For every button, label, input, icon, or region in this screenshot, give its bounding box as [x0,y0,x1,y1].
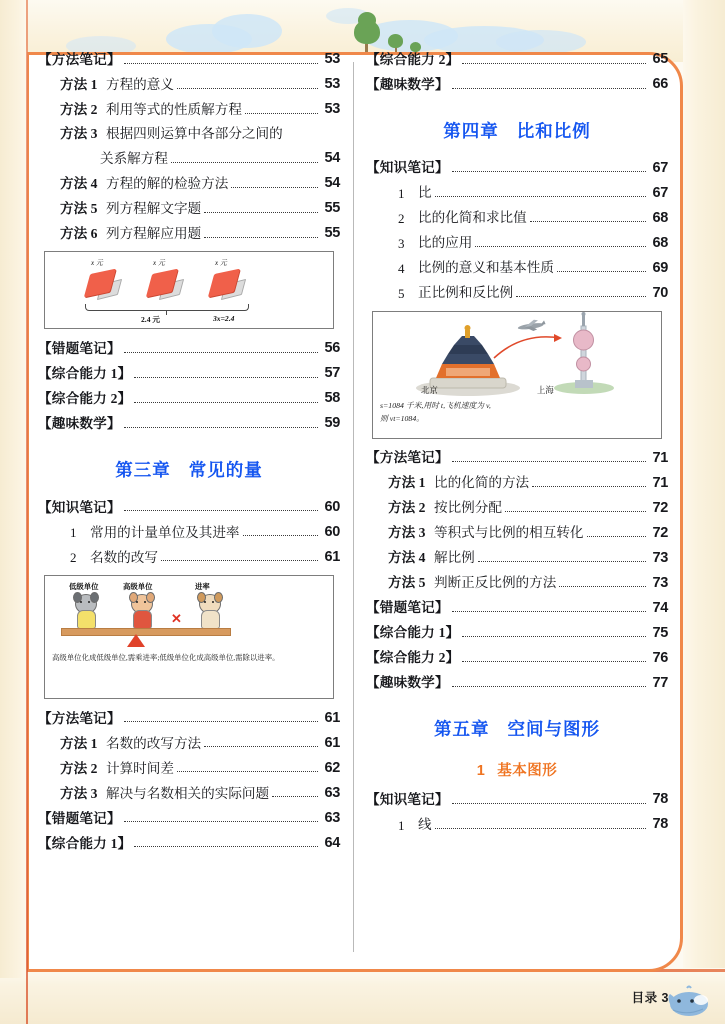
method-marker: 方法 1 [60,735,98,751]
entry-label: 利用等式的性质解方程 [106,101,242,117]
toc-entry[interactable] [366,551,668,566]
entry-label: 【综合能力 2】 [366,650,460,666]
leader-dots [530,220,646,222]
page-number: 55 [324,200,340,217]
toc-entry[interactable] [366,236,668,251]
page-number: 53 [324,101,340,117]
entry-label: 名数的改写方法 [106,735,202,751]
sheet-left-bleed [0,46,27,978]
entry-label: 比的化简的方法 [434,475,530,491]
cities-caption-line2: 则 vt=1084。 [380,413,425,423]
toc-columns [26,52,683,972]
entry-label: 【知识笔记】 [366,791,449,807]
leader-dots [243,534,318,536]
section-heading[interactable] [366,759,668,780]
chapter-number: 第五章 [434,719,490,739]
chapter-heading[interactable] [366,716,668,741]
page-number: 61 [324,709,340,726]
entry-label: 比的化简和求比值 [418,210,527,226]
toc-entry[interactable] [366,576,668,591]
page-number: 73 [652,549,668,566]
brace [85,304,249,311]
column-divider [353,62,354,952]
leader-dots [134,845,318,847]
leader-dots [452,460,646,462]
page-number: 75 [652,624,668,641]
toc-entry[interactable] [366,261,668,276]
toc-entry[interactable] [38,550,340,565]
page-number: 70 [652,284,668,301]
chapter-title: 空间与图形 [507,719,600,739]
leader-dots [452,685,646,687]
method-marker: 方法 1 [60,76,98,92]
city-label-shanghai: 上海 [537,385,554,395]
entry-number: 3 [398,236,405,251]
bottom-decor-band [0,968,725,1024]
page-number: 60 [324,498,340,515]
page-number: 68 [652,234,668,251]
book-label: x 元 [91,259,103,268]
figure-beijing-shanghai-distance [372,311,662,439]
leader-dots [462,635,646,637]
toc-entry[interactable] [366,186,668,201]
entry-label: 列方程解应用题 [106,226,202,241]
section-title: 基本图形 [497,763,558,779]
page-number: 55 [324,225,340,242]
leader-dots [272,795,318,797]
toc-entry[interactable] [366,526,668,541]
leader-dots [435,195,646,197]
leader-dots [124,820,318,822]
toc-entry[interactable] [38,52,340,67]
leader-dots [505,510,646,512]
toc-entry[interactable] [38,77,340,92]
cities-caption-line1: s=1084 千米,用时 t,飞机速度为 v, [380,400,491,410]
toc-entry[interactable] [38,341,340,356]
leader-dots [532,485,646,487]
page-number: 66 [652,76,668,92]
page-number: 67 [652,159,668,176]
brace-tick [166,310,167,315]
page-number: 73 [652,574,668,591]
toc-entry[interactable] [366,286,668,301]
page-number: 72 [652,524,668,541]
toc-entry[interactable] [38,811,340,826]
method-marker: 方法 2 [388,500,426,516]
toc-entry[interactable] [38,416,340,431]
leader-dots [177,87,318,89]
toc-entry[interactable] [366,211,668,226]
leader-dots [231,186,318,188]
seesaw-plank [61,628,231,636]
leader-dots [435,827,646,829]
entry-label: 【综合能力 2】 [38,391,132,406]
leader-dots [177,770,318,772]
entry-label: 关系解方程 [100,151,168,166]
page-number: 63 [324,784,340,801]
entry-number: 2 [70,550,77,566]
toc-entry[interactable] [366,52,668,67]
page-number: 57 [324,365,340,382]
entry-label: 【方法笔记】 [38,710,121,726]
page-number: 76 [652,649,668,666]
method-marker: 方法 2 [60,101,98,117]
chapter-title: 常见的量 [188,459,263,480]
leader-dots [134,401,318,403]
method-marker: 方法 1 [388,475,426,491]
book-icon [209,272,243,298]
figure-books-equation [44,251,334,329]
toc-entry[interactable] [38,201,340,216]
section-number: 1 [476,763,486,779]
toc-column-right [366,52,668,972]
toc-entry[interactable] [366,501,668,516]
entry-number: 1 [398,186,405,201]
toc-entry[interactable] [366,451,668,466]
leader-dots [134,376,318,378]
page-number: 54 [324,175,340,192]
entry-label: 线 [418,816,432,832]
page-number: 78 [652,816,668,832]
leader-dots [587,535,646,537]
leader-dots [516,295,646,297]
leader-dots [124,62,318,64]
leader-dots [475,245,646,247]
toc-entry[interactable] [366,77,668,92]
entry-label: 【综合能力 1】 [366,625,460,641]
leader-dots [557,270,646,272]
page-number: 60 [324,523,340,540]
page-footer: 目录 3 [631,991,669,1005]
leader-dots [124,351,318,353]
entry-label: 【错题笔记】 [38,341,121,356]
page-number: 69 [652,259,668,276]
page-number: 61 [324,734,340,751]
book-icon [85,272,119,298]
page-number: 65 [652,51,668,67]
label-rate: 进率 [195,581,210,591]
toc-entry[interactable] [38,711,340,726]
page-number: 62 [324,759,340,776]
entry-label: 【综合能力 1】 [38,835,132,851]
entry-label: 【综合能力 1】 [38,366,132,381]
method-marker: 方法 4 [60,176,98,191]
page-number: 64 [324,834,340,851]
entry-label: 等积式与比例的相互转化 [434,525,584,541]
seesaw-fulcrum [127,634,145,647]
toc-entry[interactable] [38,761,340,776]
entry-label: 方程的解的检验方法 [106,176,229,191]
page-number: 67 [652,184,668,201]
toc-entry[interactable] [38,151,340,166]
toc-entry[interactable] [366,601,668,616]
toc-entry[interactable] [38,391,340,406]
entry-label: 【错题笔记】 [38,810,121,826]
leader-dots [124,509,318,511]
page-number: 71 [652,449,668,466]
toc-entry[interactable] [366,626,668,641]
leader-dots [171,161,318,163]
leader-dots [452,610,646,612]
page-number: 59 [324,415,340,432]
right-decor-band [683,0,725,1024]
book-label: x 元 [153,259,165,268]
toc-entry[interactable] [38,102,340,117]
page-number: 78 [652,791,668,807]
leader-dots [478,560,646,562]
toc-entry[interactable] [38,786,340,801]
toc-entry[interactable] [366,817,668,832]
method-marker: 方法 3 [60,126,98,141]
entry-label: 判断正反比例的方法 [434,575,557,591]
toc-entry[interactable] [38,836,340,851]
page-number: 68 [652,209,668,226]
page-number: 53 [324,76,340,92]
brace-total-label: 2.4 元 [141,315,160,325]
entry-label: 计算时间差 [106,760,174,776]
entry-label: 根据四则运算中各部分之间的 [106,126,283,141]
leader-dots [462,660,646,662]
entry-label: 按比例分配 [434,500,502,516]
entry-number: 1 [398,817,405,833]
entry-number: 5 [398,286,405,301]
entry-label: 比的应用 [418,235,473,251]
toc-entry[interactable] [38,500,340,515]
method-marker: 方法 3 [388,525,426,541]
label-low-unit: 低级单位 [69,581,99,591]
method-marker: 方法 5 [388,575,426,591]
toc-entry[interactable] [38,736,340,751]
chapter-title: 比和比例 [516,120,591,141]
entry-number: 4 [398,261,405,276]
leader-dots [124,720,318,722]
leader-dots [452,87,646,89]
toc-entry[interactable] [366,161,668,176]
entry-label: 【知识笔记】 [38,499,121,515]
leader-dots [559,585,646,587]
entry-label: 列方程解文字题 [106,201,202,216]
toc-entry[interactable] [38,127,340,141]
red-cross-icon: ✕ [171,610,182,626]
method-marker: 方法 2 [60,760,98,776]
entry-label: 【趣味数学】 [366,675,449,691]
whale-decoration [667,984,711,1018]
page-number: 63 [324,809,340,826]
method-marker: 方法 6 [60,226,98,241]
entry-label: 【错题笔记】 [366,600,449,616]
entry-label: 【趣味数学】 [366,76,449,92]
page-number: 77 [652,674,668,691]
page-number: 58 [324,390,340,407]
toc-entry[interactable] [366,792,668,807]
toc-entry[interactable] [366,651,668,666]
method-marker: 方法 5 [60,201,98,216]
entry-label: 【知识笔记】 [366,160,449,176]
entry-label: 正比例和反比例 [418,285,514,301]
entry-label: 名数的改写 [90,549,158,565]
chapter-heading[interactable] [38,457,340,482]
toc-entry[interactable] [38,176,340,191]
book-label: x 元 [215,259,227,268]
toc-entry[interactable] [38,226,340,241]
leader-dots [204,236,318,238]
leader-dots [204,745,318,747]
page-number: 74 [652,599,668,616]
entry-label: 方程的意义 [106,76,174,92]
leader-dots [452,170,646,172]
chapter-number: 第三章 [115,459,171,480]
entry-label: 【方法笔记】 [38,51,121,67]
method-marker: 方法 3 [60,785,98,801]
entry-label: 常用的计量单位及其进率 [90,524,240,540]
entry-label: 【趣味数学】 [38,416,121,431]
method-marker: 方法 4 [388,550,426,566]
leader-dots [204,211,318,213]
entry-label: 比 [418,185,432,201]
equation-label: 3x=2.4 [213,314,235,324]
entry-label: 【方法笔记】 [366,450,449,466]
page-number: 56 [324,340,340,357]
toc-entry[interactable] [366,476,668,491]
entry-label: 【综合能力 2】 [366,51,460,67]
seesaw-caption: 高级单位化成低级单位,需乘进率;低级单位化成高级单位,需除以进率。 [52,652,280,662]
page-number: 53 [324,51,340,67]
leader-dots [462,62,646,64]
toc-entry[interactable] [38,525,340,540]
book-icon [147,272,181,298]
entry-number: 1 [70,525,77,541]
toc-column-left [38,52,340,972]
city-label-beijing: 北京 [421,385,438,395]
page-number: 61 [324,548,340,565]
page-number: 72 [652,499,668,516]
entry-number: 2 [398,211,405,226]
leader-dots [245,112,318,114]
leader-dots [124,426,318,428]
leader-dots [452,802,646,804]
label-high-unit: 高级单位 [123,581,153,591]
entry-label: 比例的意义和基本性质 [418,260,554,276]
page-number: 71 [652,474,668,491]
entry-label: 解决与名数相关的实际问题 [106,785,270,801]
toc-entry[interactable] [38,366,340,381]
entry-label: 解比例 [434,550,475,566]
chapter-number: 第四章 [443,120,499,141]
chapter-heading[interactable] [366,118,668,143]
figure-unit-conversion-seesaw [44,575,334,699]
page-number: 54 [324,150,340,167]
toc-entry[interactable] [366,676,668,691]
cities-illustration [373,312,661,400]
leader-dots [161,559,318,561]
